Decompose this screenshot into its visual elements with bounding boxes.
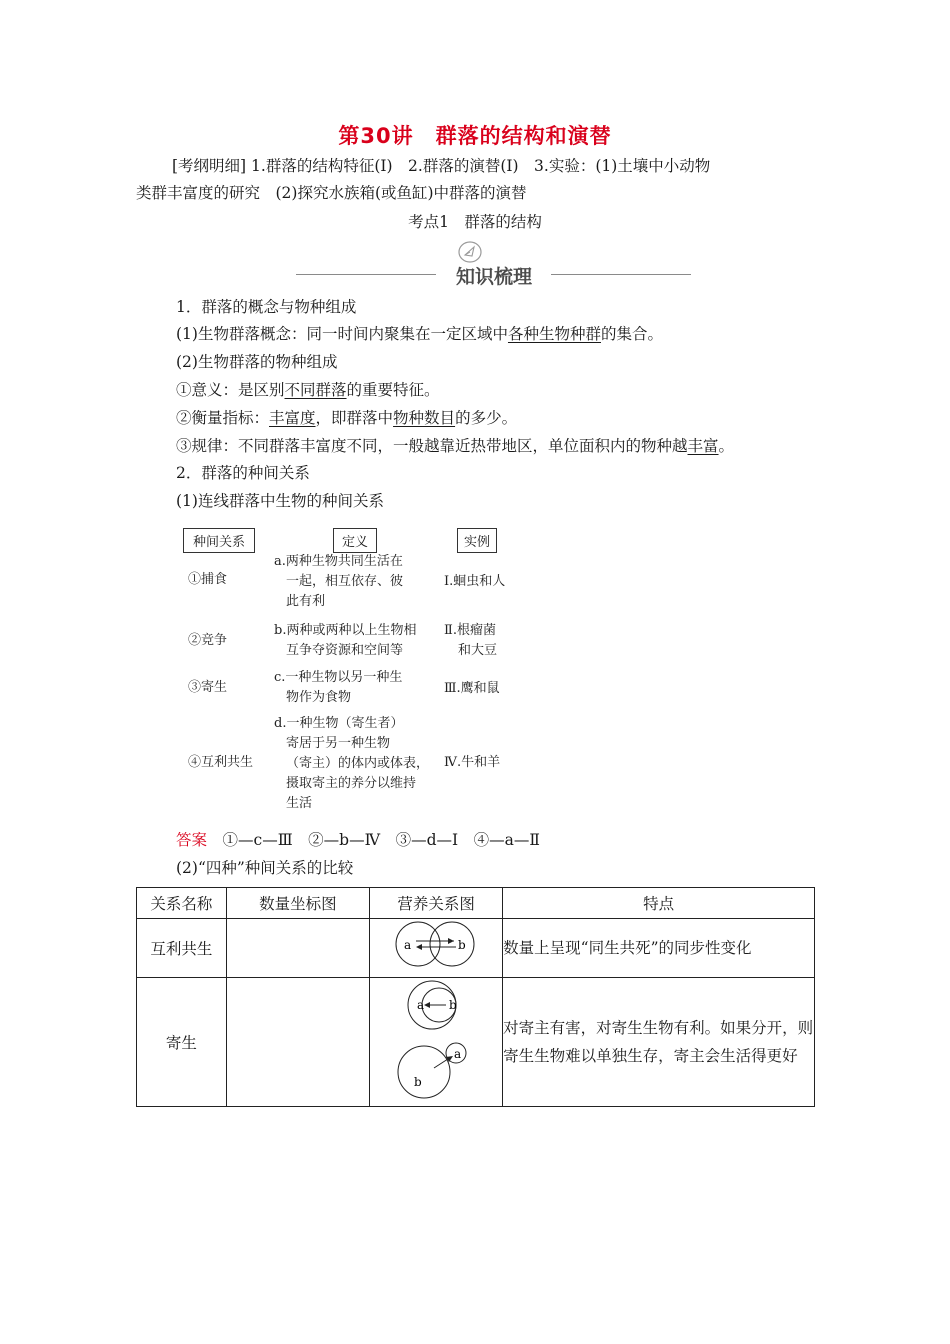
example-4: Ⅳ.牛和羊 — [444, 755, 501, 770]
header-example: 实例 — [457, 528, 497, 553]
def-b-line: b.两种或两种以上生物相 — [274, 623, 417, 638]
def-c-line: c.一种生物以另一种生 — [274, 670, 403, 685]
relation-parasitism: ③寄生 — [188, 680, 228, 695]
outline-line-1: 1.群落的结构特征(Ⅰ) 2.群落的演替(Ⅰ) 3.实验：(1)土壤中小动物 — [251, 157, 711, 175]
header-feature: 特点 — [503, 888, 815, 919]
header-relation: 种间关系 — [183, 528, 255, 553]
node-b-label: b — [458, 938, 466, 952]
node-b-label: b — [449, 998, 457, 1012]
diagram-parasitism — [370, 978, 503, 1107]
knowledge-heading-text: 知识梳理 — [455, 266, 532, 288]
row-name-parasitism: 寄生 — [137, 978, 227, 1107]
example-2-line: 和大豆 — [458, 643, 498, 658]
p1-text: (1)生物群落概念：同一时间内聚集在一定区域中 — [176, 325, 508, 343]
comparison-table — [136, 887, 815, 1107]
example-1: Ⅰ.蛔虫和人 — [444, 574, 506, 589]
definition-c — [274, 668, 402, 708]
parasitism-diagram — [370, 978, 502, 1102]
def-b-line: 互争夺资源和空间等 — [286, 643, 404, 658]
p4-text-end: 的多少。 — [455, 409, 518, 427]
header-definition: 定义 — [333, 528, 377, 553]
p1-underlined: 各种生物种群 — [507, 325, 601, 343]
def-a-line: 此有利 — [286, 594, 326, 609]
definition-b — [274, 621, 416, 661]
mutualism-diagram — [370, 919, 502, 973]
header-diagram: 营养关系图 — [370, 888, 503, 919]
p4-text: ②衡量指标： — [176, 409, 270, 427]
def-d-line: 生活 — [286, 796, 313, 811]
section2-heading: 2．群落的种间关系 — [176, 464, 310, 482]
divider-right — [551, 274, 691, 275]
section1-p1 — [176, 324, 663, 344]
def-c-line: 物作为食物 — [286, 690, 352, 705]
section-title: 考点1 群落的结构 — [408, 213, 542, 231]
relation-mutualism: ④互利共生 — [188, 755, 254, 770]
p5-text: ③规律：不同群落丰富度不同，一般越靠近热带地区，单位面积内的物种越 — [176, 437, 688, 455]
table-header-row — [137, 888, 815, 919]
diagram-mutualism — [370, 919, 503, 978]
answer-label: 答案 — [176, 831, 208, 849]
answer-line — [176, 830, 540, 850]
def-d-line: d.一种生物（寄生者） — [274, 716, 404, 731]
definition-a — [274, 552, 403, 612]
p5-text-end: 。 — [718, 437, 735, 455]
row-feature-parasitism: 对寄主有害，对寄生生物有利。如果分开，则寄生生物难以单独生存，寄主会生活得更好 — [503, 978, 815, 1107]
header-name: 关系名称 — [137, 888, 227, 919]
example-2-line: Ⅱ.根瘤菌 — [444, 623, 496, 638]
def-d-line: （寄主）的体内或体表， — [286, 756, 430, 771]
p3-text: ①意义：是区别 — [176, 381, 285, 399]
section2-sub1: (1)连线群落中生物的种间关系 — [176, 492, 384, 510]
section1-heading: 1．群落的概念与物种组成 — [176, 298, 357, 316]
p3-text-end: 的重要特征。 — [346, 381, 440, 399]
p4-underlined-2: 物种数目 — [393, 409, 456, 427]
def-d-line: 寄居于另一种生物 — [286, 736, 391, 751]
answer-text: ①—c—Ⅲ ②—b—Ⅳ ③—d—Ⅰ ④—a—Ⅱ — [222, 831, 540, 849]
relation-competition: ②竞争 — [188, 633, 228, 648]
relation-predation: ①捕食 — [188, 572, 228, 587]
header-graph: 数量坐标图 — [226, 888, 369, 919]
example-3: Ⅲ.鹰和鼠 — [444, 681, 500, 696]
outline-label: [考纲明细] — [172, 157, 247, 175]
graph-cell-empty — [226, 978, 369, 1107]
node-a-label: a — [404, 938, 412, 952]
section1-p4 — [176, 408, 517, 428]
p5-underlined: 丰富 — [687, 437, 719, 455]
node-a-label: a — [454, 1047, 462, 1061]
row-feature-mutualism: 数量上呈现“同生共死”的同步性变化 — [503, 919, 815, 978]
def-a-line: 一起，相互依存、彼 — [286, 574, 404, 589]
section1-p3 — [176, 380, 440, 400]
graph-cell-empty — [226, 919, 369, 978]
pin-icon — [457, 240, 483, 264]
section1-p5 — [176, 436, 734, 456]
definition-d — [274, 714, 429, 814]
row-name-mutualism: 互利共生 — [137, 919, 227, 978]
def-d-line: 摄取寄主的养分以维持 — [286, 776, 417, 791]
page-title: 第30讲 群落的结构和演替 — [338, 124, 612, 148]
table-row — [137, 978, 815, 1107]
divider-left — [296, 274, 436, 275]
node-b-label: b — [414, 1075, 422, 1089]
knowledge-heading — [296, 262, 691, 288]
section2-sub2: (2)“四种”种间关系的比较 — [176, 859, 354, 877]
p3-underlined: 不同群落 — [284, 381, 347, 399]
syllabus-outline — [136, 153, 821, 207]
p4-underlined-1: 丰富度 — [269, 409, 316, 427]
p4-text-mid: ，即群落中 — [315, 409, 394, 427]
outline-line-2: 类群丰富度的研究 (2)探究水族箱(或鱼缸)中群落的演替 — [136, 184, 527, 202]
p1-text-end: 的集合。 — [600, 325, 663, 343]
section1-p2: (2)生物群落的物种组成 — [176, 353, 338, 371]
node-a-label: a — [417, 998, 425, 1012]
example-2 — [444, 621, 497, 661]
table-row — [137, 919, 815, 978]
def-a-line: a.两种生物共同生活在 — [274, 554, 403, 569]
